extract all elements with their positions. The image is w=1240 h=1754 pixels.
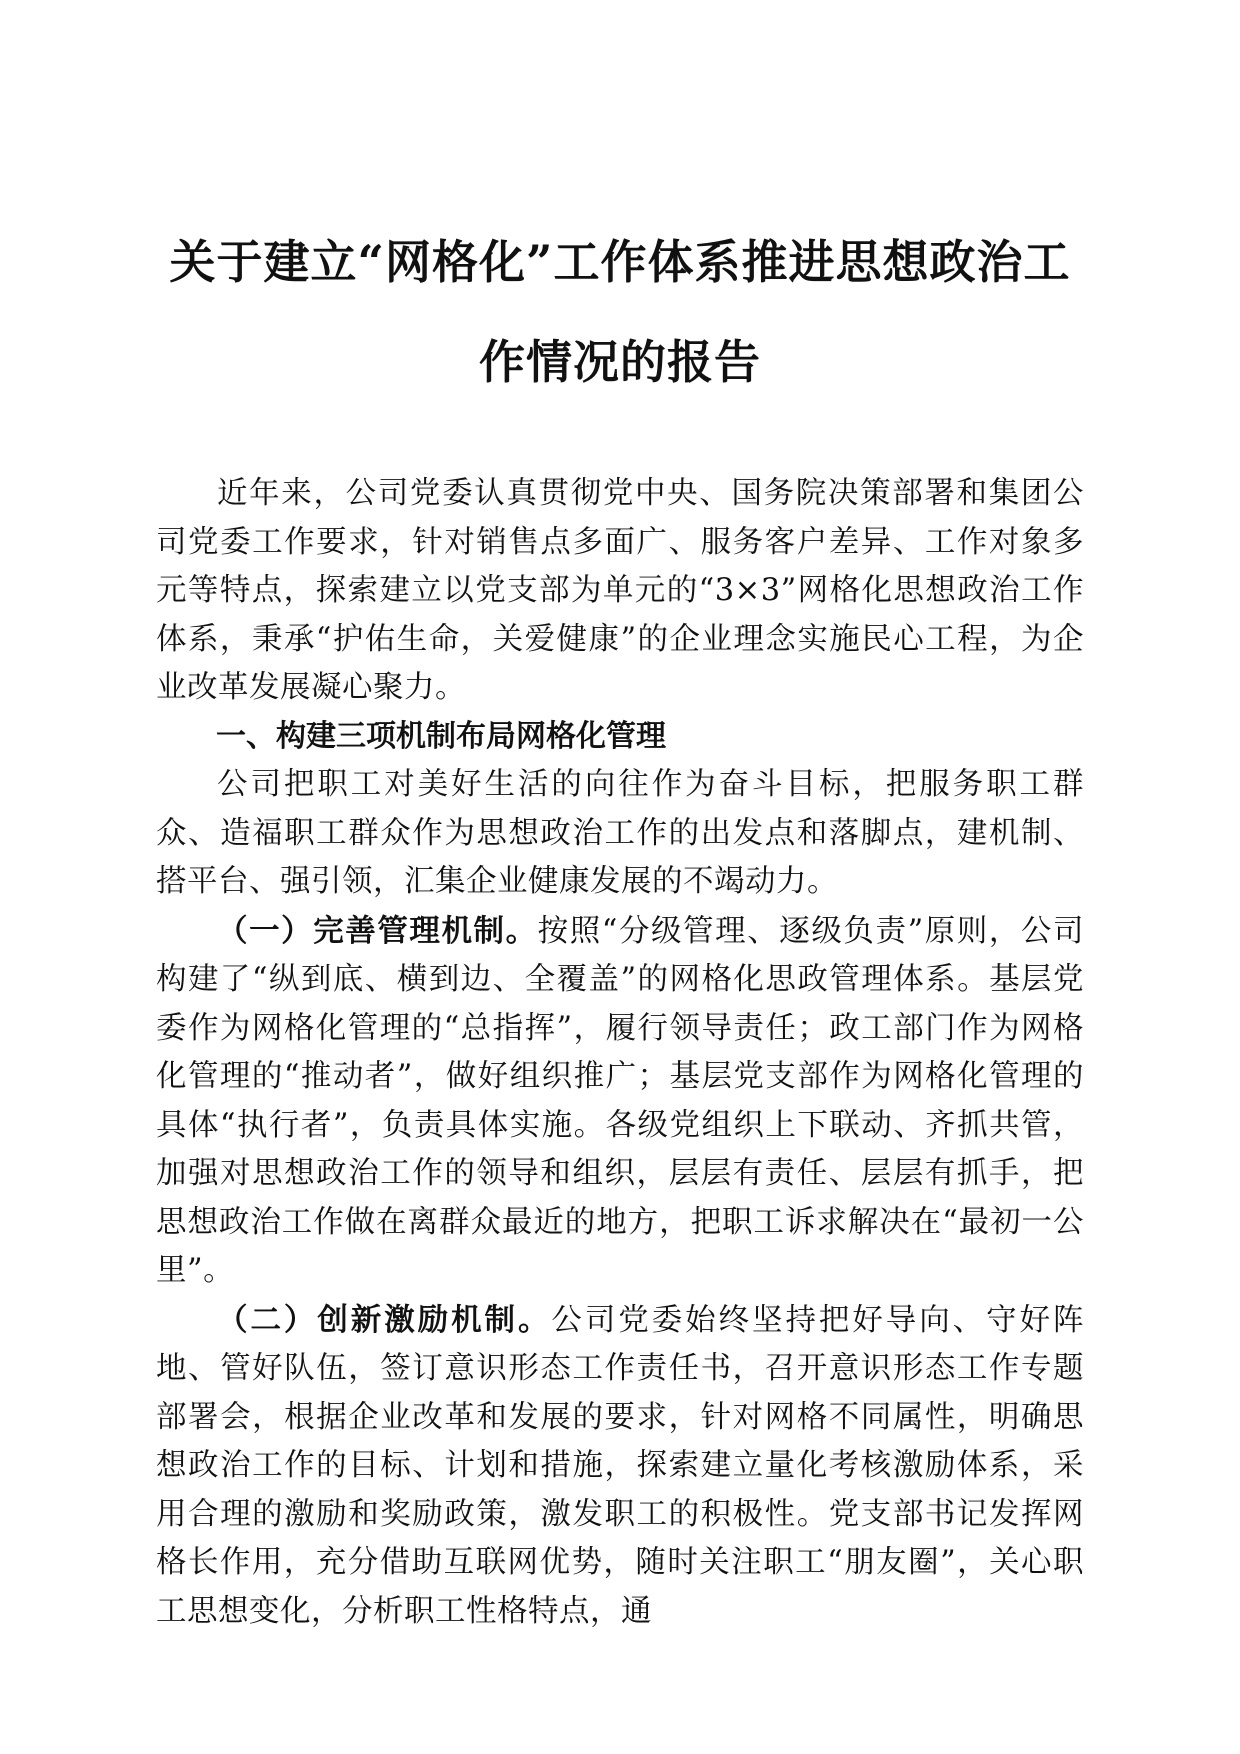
- section-lead-paragraph: 公司把职工对美好生活的向往作为奋斗目标，把服务职工群众、造福职工群众作为思想政治工作的出发点和落脚点，建机制、搭平台、强引领，汇集企业健康发展的不竭动力。: [156, 767, 1084, 899]
- title-line-2: 作情况的报告: [479, 335, 761, 389]
- item-2-paragraph: [156, 1296, 1084, 1637]
- intro-paragraph: 近年来，公司党委认真贯彻党中央、国务院决策部署和集团公司党委工作要求，针对销售点多面广、服务客户差异、工作对象多元等特点，探索建立以党支部为单元的“3×3”网格化思想政治工作体系，秉承“护佑生命，关爱健康”的企业理念实施民心工程，为企业改革发展凝心聚力。: [156, 476, 1084, 705]
- item-1-text: 按照“分级管理、逐级负责”原则，公司构建了“纵到底、横到边、全覆盖”的网格化思政管理体系。基层党委作为网格化管理的“总指挥”，履行领导责任；政工部门作为网格化管理的“推动者”，做好组织推广；基层党支部作为网格化管理的具体“执行者”，负责具体实施。各级党组织上下联动、齐抓共管，加强对思想政治工作的领导和组织，层层有责任、层层有抓手，把思想政治工作做在离群众最近的地方，把职工诉求解决在“最初一公里”。: [156, 913, 1084, 1288]
- item-1-paragraph: [156, 907, 1084, 1296]
- item-2-title: （二）创新激励机制。: [217, 1301, 552, 1338]
- item-1-title: （一）完善管理机制。: [217, 912, 538, 949]
- title-line-1: 关于建立“网格化”工作体系推进思想政治工: [169, 235, 1071, 289]
- section-heading: 一、构建三项机制布局网格化管理: [216, 718, 666, 754]
- document-title: [150, 212, 1090, 412]
- item-2-text: 公司党委始终坚持把好导向、守好阵地、管好队伍，签订意识形态工作责任书，召开意识形态工作专题部署会，根据企业改革和发展的要求，针对网格不同属性，明确思想政治工作的目标、计划和措施，探索建立量化考核激励体系，采用合理的激励和奖励政策，激发职工的积极性。党支部书记发挥网格长作用，充分借助互联网优势，随时关注职工“朋友圈”，关心职工思想变化，分析职工性格特点，通: [156, 1302, 1085, 1629]
- document-body: [156, 470, 1084, 1636]
